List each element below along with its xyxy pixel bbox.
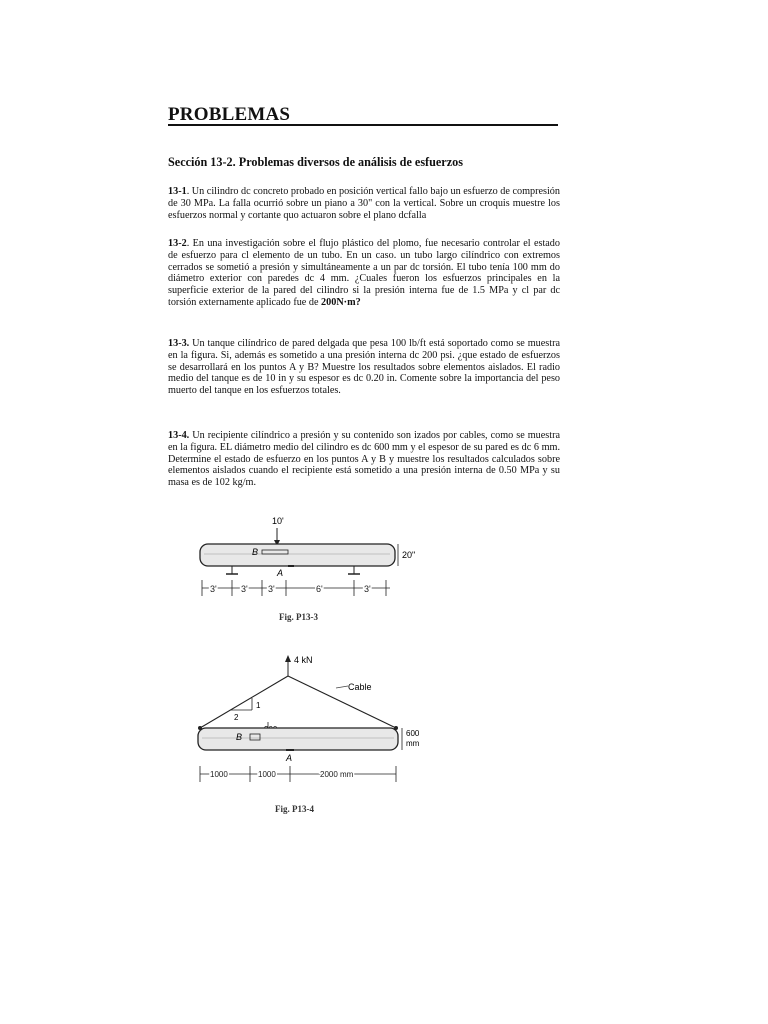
figure-caption-p13-3: Fig. P13-3	[279, 612, 318, 622]
diameter-unit: mm	[406, 739, 420, 748]
problem-13-3	[168, 338, 560, 397]
problem-number: 13-4.	[168, 430, 190, 441]
force-label: 4 kN	[294, 655, 313, 665]
point-b-label: B	[252, 547, 259, 557]
point-a-mark	[288, 565, 294, 567]
cable-label: Cable	[348, 682, 372, 692]
dim-label-1: 1000	[210, 770, 228, 779]
point-a-label: A	[277, 568, 284, 578]
problem-number: 13-2	[168, 238, 187, 249]
dim-label-2: 3'	[241, 584, 248, 594]
problem-text: Un tanque cilíndrico de pared delgada que pesa 100 lb/ft está soportado como se muestra en la figura. Si, además es sometido a una presión interna dc 200 psi. ¿que estado de esfuerzos se desarrollará en los puntos A y B? Muestre los resultados sobre elementos aislados. El radio medio del tanque es de 10 in y su espesor es dc 0.20 in. Comente sobre la importancia del peso muerto del tanque en los esfuerzos totales.	[168, 338, 560, 397]
force-arrowhead	[285, 655, 291, 662]
problem-tail: 200N·m?	[321, 296, 361, 308]
diameter-label: 20"	[402, 550, 416, 560]
cable-right	[288, 676, 396, 728]
tank-body	[200, 544, 395, 566]
dim-label-3: 2000 mm	[320, 770, 354, 779]
vessel-body	[198, 728, 398, 750]
dim-label-2: 1000	[258, 770, 276, 779]
figure-p13-3	[190, 510, 430, 628]
diameter-value: 600	[406, 729, 420, 738]
dim-label-3: 3'	[268, 584, 275, 594]
problem-13-2	[168, 238, 560, 309]
problem-number: 13-3.	[168, 338, 190, 349]
load-label: 10'	[272, 516, 284, 526]
problem-text: Un recipiente cilíndrico a presión y su contenido son izados por cables, como se muestra en la figura. EL diámetro medio del cilindro es dc 600 mm y el espesor de su pared es dc 6 mm. Determine el estado de esfuerzo en los puntos A y B y muestre los resultados calculados sobre elementos aislados cuando el recipiente está sometido a una presión interna de 0.50 MPa y su masa es de 102 kg/m.	[168, 430, 560, 489]
dim-label-1: 3'	[210, 584, 217, 594]
problem-13-1	[168, 186, 560, 221]
lift-point-right	[394, 726, 398, 730]
dimension-line	[200, 766, 396, 782]
point-a-mark	[286, 749, 294, 751]
dim-label-5: 3'	[364, 584, 371, 594]
cable-left	[200, 676, 288, 728]
title-underline	[168, 124, 558, 126]
dim-label-4: 6'	[316, 584, 323, 594]
problem-13-4	[168, 430, 560, 489]
problem-text: . En una investigación sobre el flujo plástico del plomo, fue necesario controlar el estado de esfuerzo para cl elemento de un tubo. En un caso. un tubo largo cilíndrico con extremos cerrados se sometió a presión y simultáneamente a un par dc torsión. El tubo tenía 100 mm do diámetro exterior con paredes dc 4 mm. ¿Cuales fueron los esfuerzos principales en la superficie exterior de la pared del cilindro si la presión interna fue de 1.5 MPa y cl par dc torsión externamente aplicado fue de	[168, 238, 560, 308]
point-a-label: A	[286, 753, 293, 763]
figure-caption-p13-4: Fig. P13-4	[275, 804, 314, 814]
page-title: PROBLEMAS	[168, 104, 291, 125]
problem-text: . Un cilindro dc concreto probado en posición vertical fallo bajo un esfuerzo de compresión de 30 MPa. La falla ocurrió sobre un piano a 30" con la vertical. Sobre un croquis muestre los esfuerzos normal y cortante quo actuaron sobre el plano dcfalla	[168, 186, 560, 221]
slope-rise-label: 1	[256, 701, 261, 710]
point-b-label: B	[236, 732, 243, 742]
slope-run-label: 2	[234, 713, 239, 722]
section-heading: Sección 13-2. Problemas diversos de análisis de esfuerzos	[168, 155, 463, 169]
figure-p13-4	[190, 650, 440, 790]
problem-number: 13-1	[168, 186, 187, 197]
dimension-line	[202, 580, 390, 596]
lift-point-left	[198, 726, 202, 730]
